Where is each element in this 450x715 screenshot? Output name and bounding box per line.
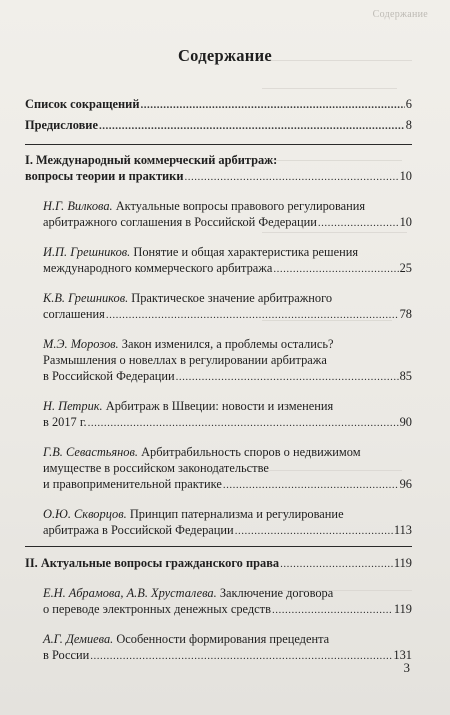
section-title: I. Международный коммерческий арбитраж: <box>25 153 278 167</box>
toc-article-sevastyanov[interactable] <box>43 444 412 493</box>
toc-entry-abbreviations[interactable] <box>25 96 412 113</box>
article-author: А.Г. Демиева. <box>43 632 114 646</box>
article-author: М.Э. Морозов. <box>43 337 119 351</box>
dot-leader <box>176 369 399 385</box>
page-number: 3 <box>403 660 410 675</box>
toc-entry-preface[interactable] <box>25 117 412 134</box>
article-author: Е.Н. Абрамова, А.В. Хрусталева. <box>43 586 217 600</box>
toc-entry-page: 90 <box>399 415 412 429</box>
dot-leader <box>235 523 393 539</box>
dot-leader <box>106 307 399 323</box>
toc-section-1[interactable] <box>25 152 412 185</box>
article-author: Н. Петрик. <box>43 399 103 413</box>
toc-article-demieva[interactable] <box>43 631 412 664</box>
dot-leader <box>272 602 393 618</box>
dot-leader <box>184 169 398 185</box>
article-title: Арбитрабильность споров о недвижимом <box>137 445 361 459</box>
article-title: в России <box>43 648 90 662</box>
article-author: И.П. Грешников. <box>43 245 131 259</box>
dot-leader <box>99 118 405 134</box>
article-title: Принцип патернализма и регулирование <box>126 507 344 521</box>
table-of-contents <box>25 96 412 664</box>
toc-entry-page: 25 <box>399 261 412 275</box>
article-title: имуществе в российском законодательстве <box>43 461 269 475</box>
running-head: Содержание <box>372 9 428 20</box>
toc-entry-page: 119 <box>393 556 412 570</box>
toc-entry-page: 78 <box>399 307 412 321</box>
article-author: Н.Г. Вилкова. <box>43 199 113 213</box>
dot-leader <box>280 556 393 572</box>
toc-entry-title: Предисловие <box>25 118 98 132</box>
toc-entry-page: 85 <box>399 369 412 383</box>
toc-entry-page: 8 <box>405 118 412 132</box>
toc-entry-page: 131 <box>393 648 412 662</box>
divider <box>25 144 412 145</box>
article-title: в 2017 г. <box>43 415 87 429</box>
toc-entry-title: Список сокращений <box>25 97 140 111</box>
toc-entry-page: 96 <box>399 477 412 491</box>
article-title: Закон изменился, а проблемы остались? <box>118 337 334 351</box>
toc-article-skvortsov[interactable] <box>43 506 412 539</box>
toc-article-morozov[interactable] <box>43 336 412 385</box>
toc-article-greshnikov-kv[interactable] <box>43 290 412 323</box>
toc-article-abramova[interactable] <box>43 585 412 618</box>
toc-article-petrik[interactable] <box>43 398 412 431</box>
bleed-through-line <box>262 88 397 89</box>
article-title: Заключение договора <box>216 586 334 600</box>
dot-leader <box>273 261 398 277</box>
article-title: арбитражного соглашения в Российской Федерации <box>43 215 317 229</box>
article-title: международного коммерческого арбитража <box>43 261 273 275</box>
toc-entry-page: 113 <box>393 523 412 537</box>
article-title: Размышления о новеллах в регулировании арбитража <box>43 353 327 367</box>
article-title: арбитража в Российской Федерации <box>43 523 234 537</box>
toc-section-2[interactable] <box>25 555 412 572</box>
article-title: в Российской Федерации <box>43 369 175 383</box>
dot-leader <box>88 415 399 431</box>
article-title: Понятие и общая характеристика решения <box>130 245 359 259</box>
article-author: К.В. Грешников. <box>43 291 129 305</box>
section-title: II. Актуальные вопросы гражданского права <box>25 556 280 570</box>
toc-article-greshnikov-ip[interactable] <box>43 244 412 277</box>
article-author: Г.В. Севастьянов. <box>43 445 138 459</box>
article-title: Особенности формирования прецедента <box>113 632 330 646</box>
toc-entry-page: 10 <box>399 215 412 229</box>
dot-leader <box>140 97 404 113</box>
article-title: соглашения <box>43 307 105 321</box>
toc-entry-page: 10 <box>399 169 412 183</box>
dot-leader <box>318 215 399 231</box>
toc-article-vilkova[interactable] <box>43 198 412 231</box>
toc-entry-page: 119 <box>393 602 412 616</box>
article-title: и правоприменительной практике <box>43 477 222 491</box>
section-title: вопросы теории и практики <box>25 169 184 183</box>
toc-entry-page: 6 <box>405 97 412 111</box>
article-title: о переводе электронных денежных средств <box>43 602 271 616</box>
dot-leader <box>223 477 399 493</box>
article-title: Арбитраж в Швеции: новости и изменения <box>102 399 334 413</box>
divider <box>25 546 412 547</box>
article-title: Практическое значение арбитражного <box>128 291 333 305</box>
article-author: О.Ю. Скворцов. <box>43 507 127 521</box>
dot-leader <box>90 648 392 664</box>
page-title: Содержание <box>177 46 273 65</box>
article-title: Актуальные вопросы правового регулирования <box>112 199 366 213</box>
